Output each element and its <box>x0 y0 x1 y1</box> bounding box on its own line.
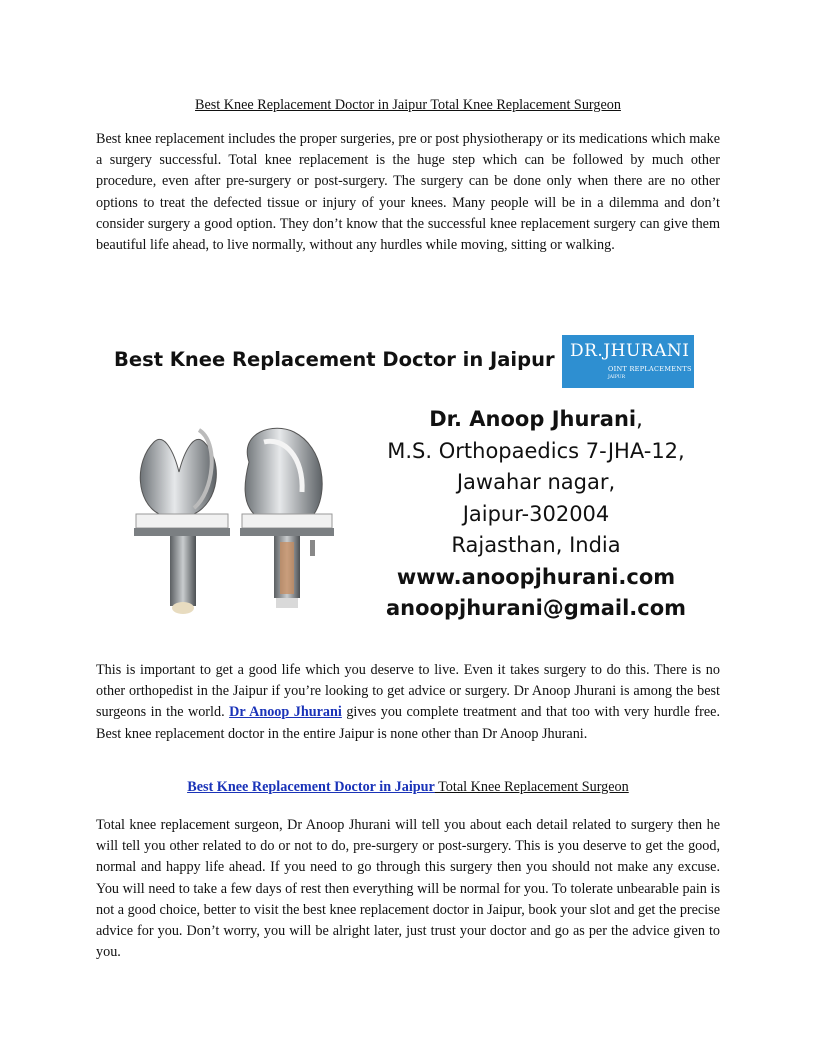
address-line-1: M.S. Orthopaedics 7-JHA-12, <box>387 438 685 463</box>
address-line-4: Rajasthan, India <box>451 533 621 557</box>
second-paragraph-before: This is important to get a good life which you deserve to live. Even it takes surgery to do this. There is no other orthopedist in the Jaipur if you’re looking to get advice or surgery. Dr Anoop Jhurani is among the best surgeons in the world. <box>96 662 720 721</box>
third-paragraph: Total knee replacement surgeon, Dr Anoop Jhurani will tell you about each detail related to surgery then he will tell you other related to do or not to do, pre-surgery or post-surgery. This is you deserve to get the good, normal and happy life ahead. If you need to go through this surgery then you should not make any excuse. You will need to take a few days of rest then everything will be normal for you. To tolerate unbearable pain is not a good choice, better to visit the best knee replacement doctor in Jaipur, book your slot and get the precise advice for you. Don’t worry, you will be alright later, just trust your doctor and go as per the advice given to you. <box>96 817 720 961</box>
dr-jhurani-logo <box>562 335 694 388</box>
doctor-name: Dr. Anoop Jhurani <box>429 407 637 431</box>
email: anoopjhurani@gmail.com <box>386 596 686 620</box>
doctor-name-line <box>366 404 706 436</box>
address-line-3: Jaipur-302004 <box>462 501 610 526</box>
left-implant <box>134 430 230 614</box>
second-paragraph <box>96 660 720 745</box>
logo-sub-text: OINT REPLACEMENTS <box>608 365 692 373</box>
intro-paragraph: Best knee replacement includes the proper surgeries, pre or post physiotherapy or its medications which make a surgery successful. Total knee replacement is the huge step which can be followed by much other procedure, even after pre-surgery or post-surgery. The surgery can be done only when there are no other options to treat the defected tissue or injury of your knees. Many people will be in a dilemma and don’t consider surgery a good option. They don’t know that the successful knee replacement surgery can give them beautiful life ahead, to live normally, without any hurdles while moving, sitting or walking. <box>96 131 720 254</box>
right-implant <box>240 428 334 608</box>
address-line-2: Jawahar nagar, <box>456 470 616 494</box>
second-paragraph-after: gives you complete treatment and that too with very hurdle free. Best knee replacement doctor in the entire Jaipur is none other than Dr Anoop Jhurani. <box>96 704 720 742</box>
section-heading-rest: Total Knee Replacement Surgeon <box>434 779 629 795</box>
contact-block <box>366 404 706 625</box>
doctor-name-suffix: , <box>636 407 643 431</box>
section-heading <box>96 779 720 796</box>
best-doctor-link[interactable]: Best Knee Replacement Doctor in Jaipur <box>187 779 435 795</box>
logo-sub-text-2: JAIPUR <box>608 375 625 380</box>
logo-main-text: DR.JHURANI <box>570 341 690 361</box>
page-heading: Best Knee Replacement Doctor in Jaipur Total Knee Replacement Surgeon <box>195 97 621 113</box>
doctor-link[interactable]: Dr Anoop Jhurani <box>229 704 342 721</box>
knee-implant-image <box>124 422 344 622</box>
website: www.anoopjhurani.com <box>396 564 676 589</box>
banner-title: Best Knee Replacement Doctor in Jaipur <box>114 348 555 371</box>
doctor-banner <box>96 322 720 642</box>
